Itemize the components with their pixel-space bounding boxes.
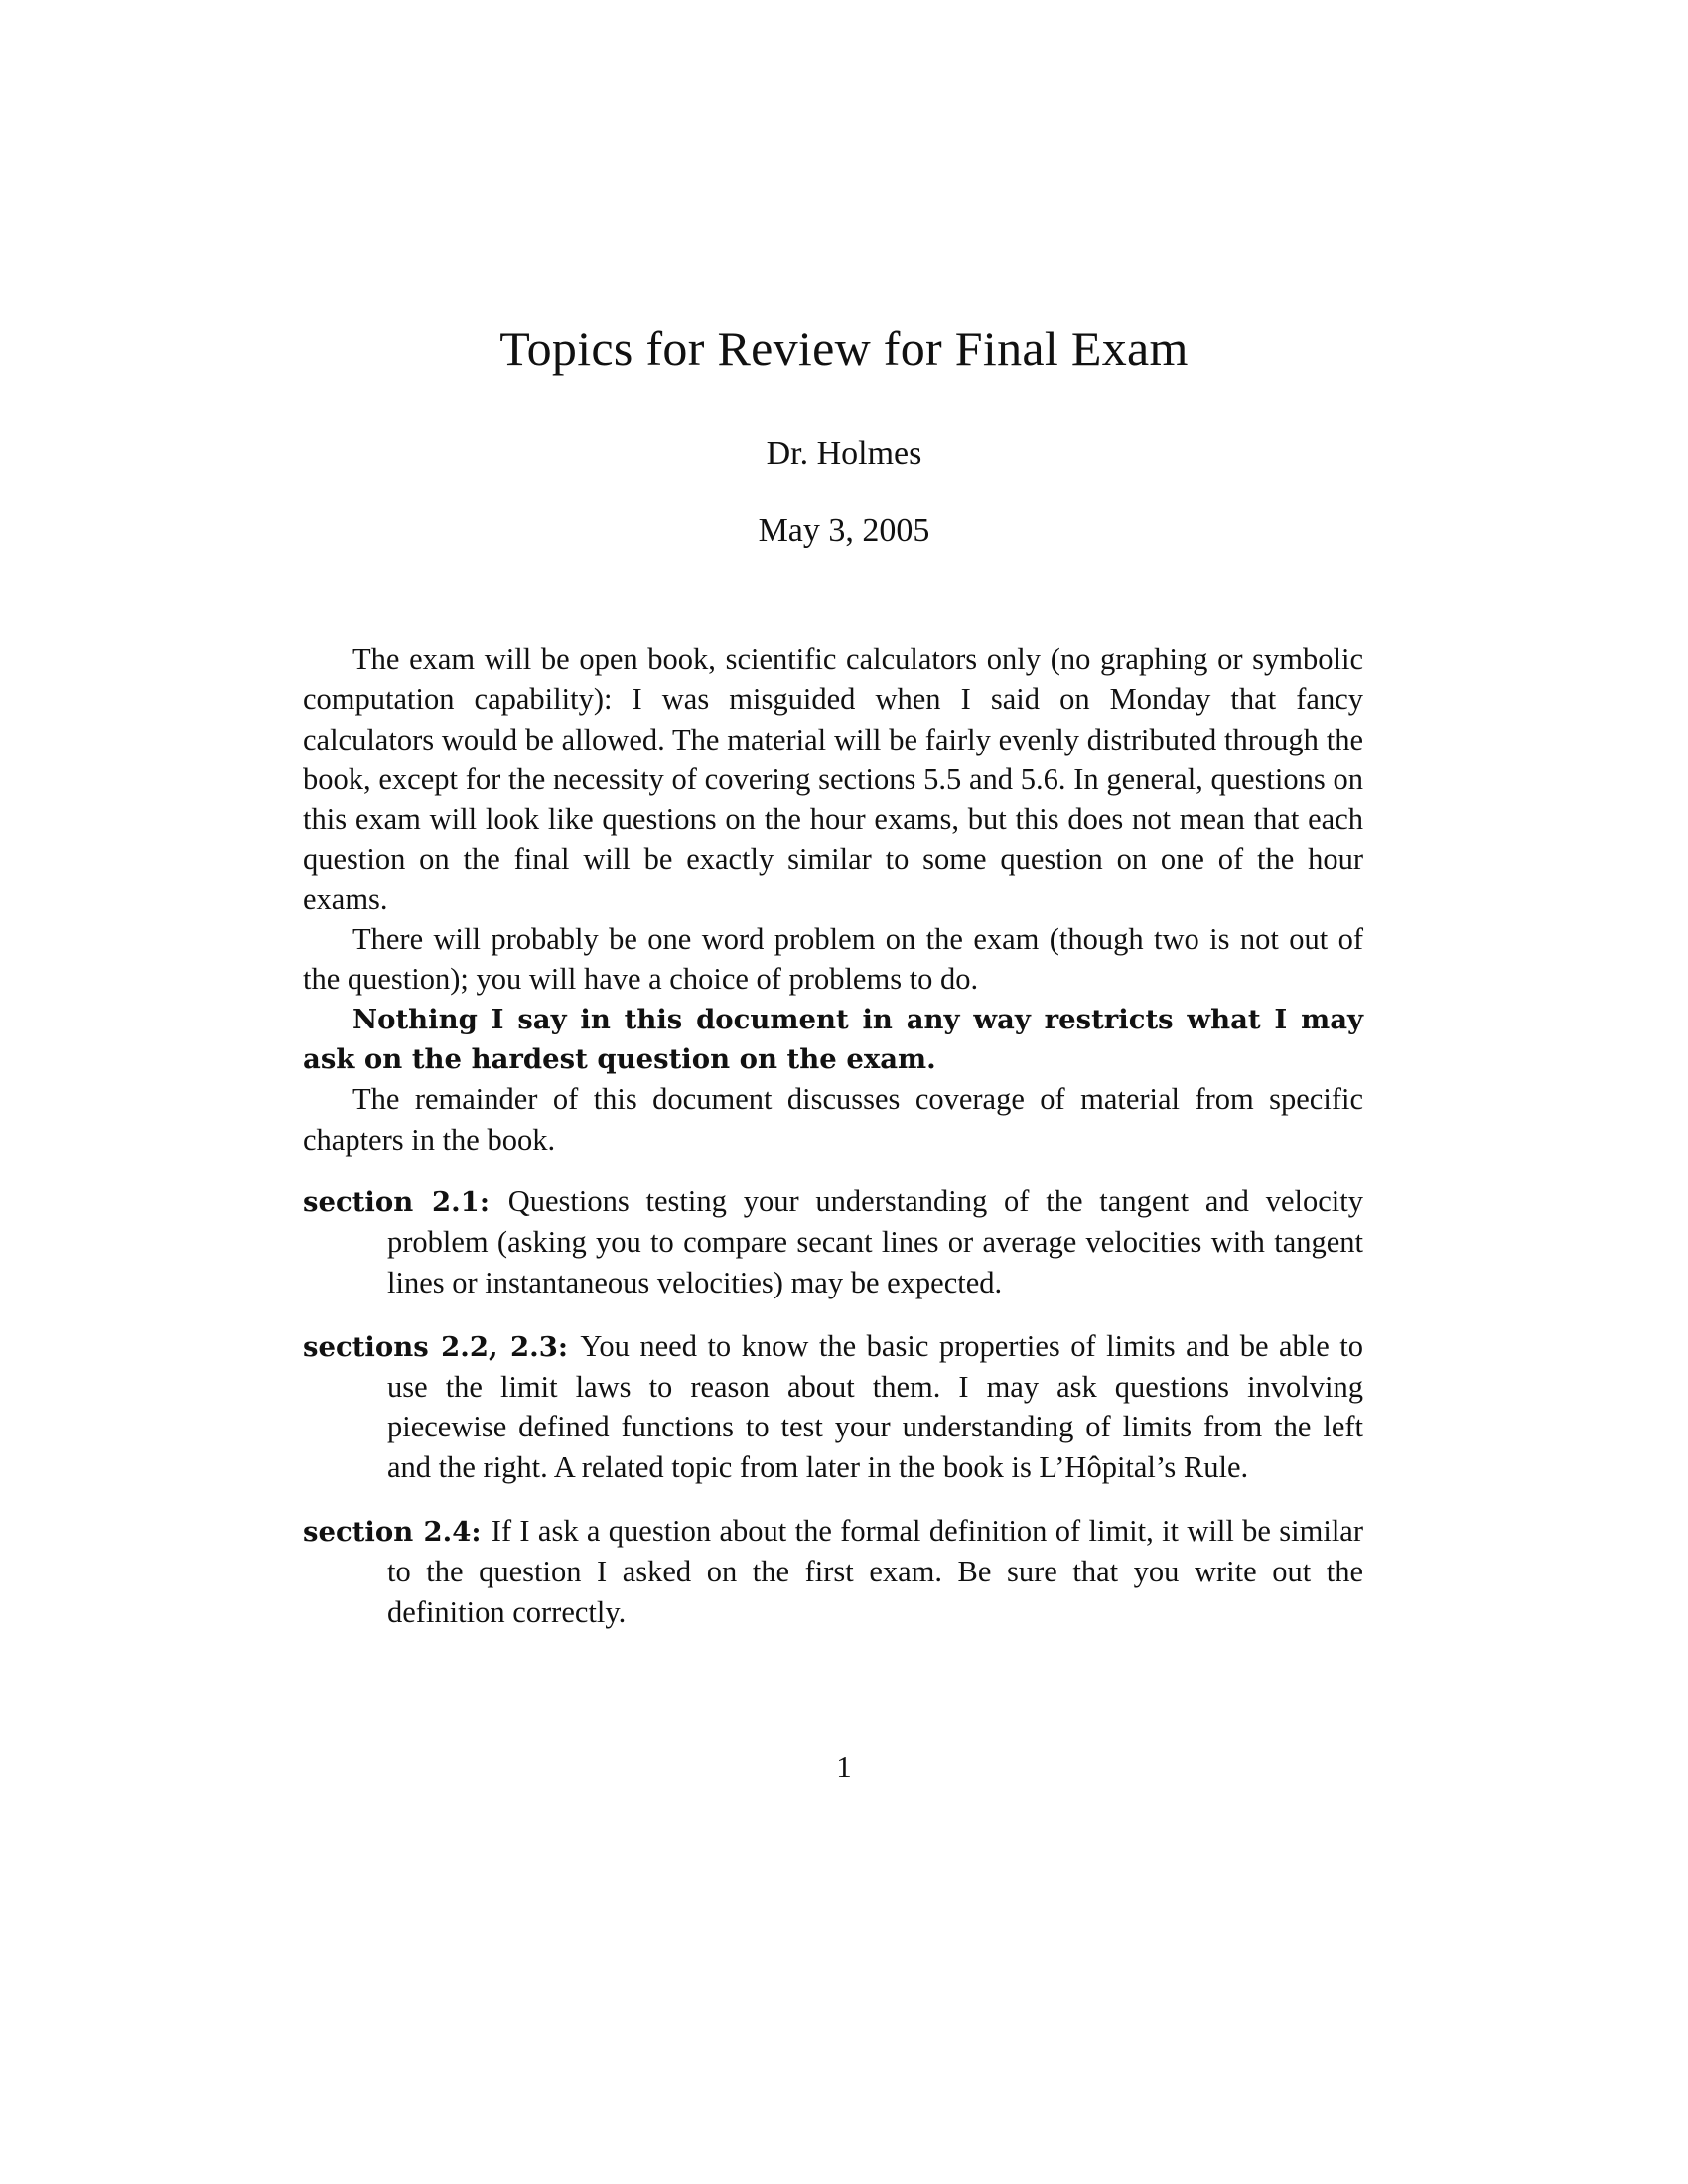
- document-author: Dr. Holmes: [766, 435, 922, 472]
- section-label: sections 2.2, 2.3:: [303, 1330, 581, 1363]
- section-text: Questions testing your understanding of the tangent and velocity problem (asking you to compare secant lines or average velocities with tangent lines or instantaneous velocities) may be expected.: [387, 1184, 1363, 1299]
- intro-body: [303, 639, 1363, 1160]
- page-number: 1: [836, 1749, 852, 1784]
- section-item-2-1: [303, 1181, 1363, 1302]
- intro-paragraph-disclaimer: Nothing I say in this document in any way restricts what I may ask on the hardest question on the exam.: [303, 1003, 1363, 1075]
- section-item-2-4: [303, 1511, 1363, 1632]
- section-label: section 2.4:: [303, 1516, 492, 1549]
- intro-paragraph-exam-format: The exam will be open book, scientific calculators only (no graphing or symbolic computation capability): I was misguided when I said on Monday that fancy calculators would be allowed. The material will be fairly evenly distributed through the book, except for the necessity of covering sections 5.5 and 5.6. In general, questions on this exam will look like questions on the hour exams, but this does not mean that each question on the final will be exactly similar to some question on one of the hour exams.: [303, 642, 1363, 916]
- section-item-2-2-2-3: [303, 1326, 1363, 1487]
- section-label: section 2.1:: [303, 1186, 508, 1218]
- section-text: You need to know the basic properties of limits and be able to use the limit laws to reason about them. I may ask questions involving piecewise defined functions to test your understanding of limits from the left and the right. A related topic from later in the book is L’Hôpital’s Rule.: [387, 1328, 1363, 1484]
- intro-paragraph-word-problem: There will probably be one word problem on the exam (though two is not out of the question); you will have a choice of problems to do.: [303, 922, 1363, 997]
- document-title: Topics for Review for Final Exam: [499, 321, 1189, 376]
- section-text: If I ask a question about the formal definition of limit, it will be similar to the question I asked on the first exam. Be sure that you write out the definition correctly.: [387, 1514, 1363, 1629]
- section-list: [303, 1181, 1363, 1656]
- document-date: May 3, 2005: [758, 512, 930, 549]
- intro-paragraph-remainder: The remainder of this document discusses coverage of material from specific chapters in the book.: [303, 1082, 1363, 1157]
